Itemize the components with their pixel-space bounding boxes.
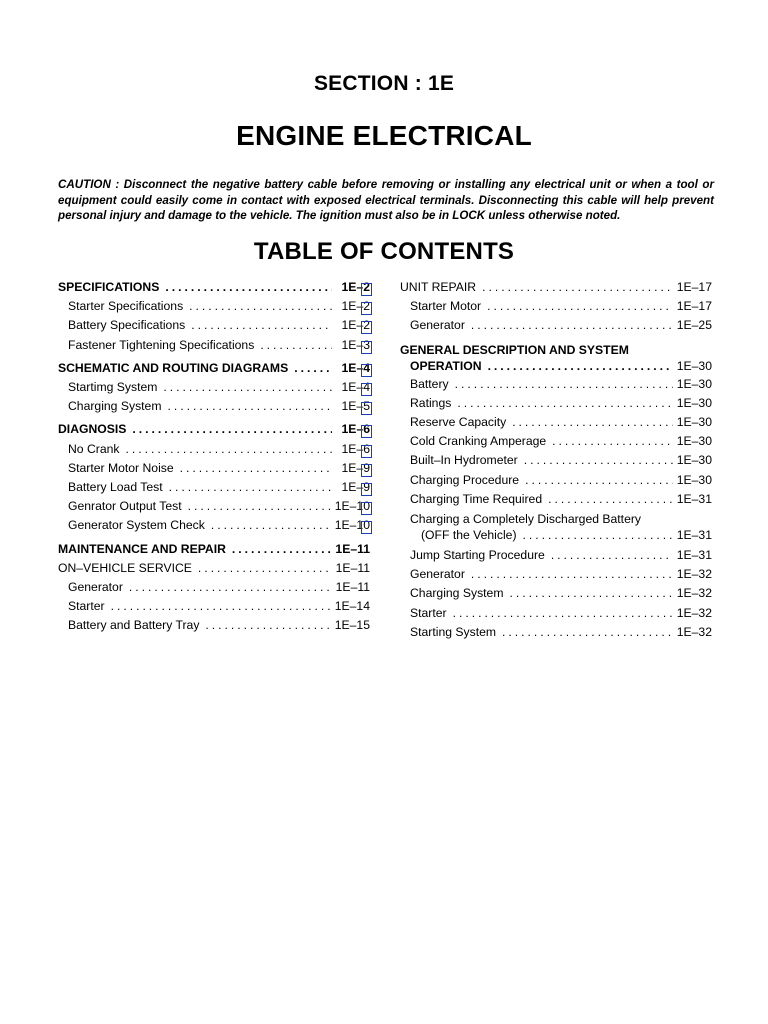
toc-entry-label: No Crank bbox=[68, 441, 120, 456]
toc-left-column bbox=[58, 278, 370, 636]
toc-entry-fastener-tightening[interactable] bbox=[58, 336, 370, 355]
toc-entry-charging-procedure[interactable] bbox=[400, 471, 712, 490]
dot-leader bbox=[482, 278, 673, 297]
dot-leader bbox=[205, 616, 330, 635]
toc-entry-label-line1: Charging a Completely Discharged Battery bbox=[410, 512, 641, 527]
dot-leader bbox=[509, 584, 672, 603]
toc-entry-generator-output-test[interactable] bbox=[58, 497, 370, 516]
toc-entry-starter-motor-noise[interactable] bbox=[58, 459, 370, 478]
dot-leader bbox=[189, 297, 332, 316]
page-link-box-icon[interactable] bbox=[361, 483, 372, 496]
toc-entry-no-crank[interactable] bbox=[58, 440, 370, 459]
toc-entry-page: 1E–15 bbox=[334, 618, 370, 633]
dot-leader bbox=[294, 359, 332, 378]
toc-entry-page: 1E–6 bbox=[341, 422, 370, 437]
toc-entry-page: 1E–11 bbox=[335, 580, 370, 595]
toc-entry-label: ON–VEHICLE SERVICE bbox=[58, 560, 192, 575]
toc-entry-operation bbox=[400, 358, 712, 375]
toc-entry-label: Jump Starting Procedure bbox=[410, 548, 545, 563]
toc-entry-page: 1E–30 bbox=[676, 472, 712, 487]
toc-entry-label: (OFF the Vehicle) bbox=[421, 528, 517, 543]
toc-entry-label: Battery Specifications bbox=[68, 318, 186, 333]
toc-entry-label: Battery and Battery Tray bbox=[68, 618, 200, 633]
dot-leader bbox=[129, 578, 332, 597]
dot-leader bbox=[524, 451, 673, 470]
toc-entry-charging-discharged-battery[interactable] bbox=[400, 511, 712, 543]
toc-entry-page: 1E–2 bbox=[341, 299, 370, 314]
toc-entry-jump-starting[interactable] bbox=[400, 546, 712, 565]
dot-leader bbox=[163, 378, 332, 397]
toc-entry-label: Genrator Output Test bbox=[68, 499, 182, 514]
toc-entry-label: MAINTENANCE AND REPAIR bbox=[58, 541, 226, 556]
toc-entry-maintenance-repair[interactable] bbox=[58, 540, 370, 559]
dot-leader bbox=[198, 559, 332, 578]
toc-entry-label: Charging System bbox=[68, 399, 162, 414]
toc-entry-label: Starting System bbox=[410, 624, 497, 639]
toc-entry-page: 1E–32 bbox=[676, 567, 712, 582]
dot-leader bbox=[502, 623, 673, 642]
page-link-box-icon[interactable] bbox=[361, 383, 372, 396]
page-link-box-icon[interactable] bbox=[361, 402, 372, 415]
toc-entry-generator-service[interactable] bbox=[58, 578, 370, 597]
toc-entry-page: 1E–6 bbox=[341, 441, 370, 456]
toc-entry-page: 1E–30 bbox=[676, 376, 712, 391]
toc-entry-generator-description[interactable] bbox=[400, 565, 712, 584]
toc-entry-starting-system-diagram[interactable] bbox=[58, 378, 370, 397]
toc-entry-page: 1E–31 bbox=[676, 491, 712, 506]
toc-entry-page: 1E–11 bbox=[335, 541, 370, 556]
toc-entry-general-description[interactable] bbox=[400, 342, 712, 375]
dot-leader bbox=[488, 358, 673, 375]
toc-entry-page: 1E–30 bbox=[676, 358, 712, 373]
toc-entry-label: Battery bbox=[410, 376, 449, 391]
toc-entry-label: Starter bbox=[410, 605, 447, 620]
dot-leader bbox=[169, 478, 332, 497]
toc-entry-generator-system-check[interactable] bbox=[58, 516, 370, 535]
dot-leader bbox=[551, 546, 673, 565]
toc-entry-starter[interactable] bbox=[400, 604, 712, 623]
toc-entry-label: Generator bbox=[68, 580, 123, 595]
toc-entry-label: DIAGNOSIS bbox=[58, 422, 127, 437]
toc-entry-starter-specifications[interactable] bbox=[58, 297, 370, 316]
toc-entry-on-vehicle-service[interactable] bbox=[58, 559, 370, 578]
dot-leader bbox=[211, 516, 331, 535]
toc-entry-page: 1E–31 bbox=[676, 548, 712, 563]
toc-entry-charging-time-required[interactable] bbox=[400, 490, 712, 509]
toc-entry-page: 1E–30 bbox=[676, 415, 712, 430]
page-link-box-icon[interactable] bbox=[361, 283, 372, 296]
dot-leader bbox=[165, 278, 332, 297]
toc-entry-charging-system[interactable] bbox=[400, 584, 712, 603]
page-link-box-icon[interactable] bbox=[361, 502, 372, 515]
toc-entry-label: Fastener Tightening Specifications bbox=[68, 337, 255, 352]
toc-entry-generator-unit[interactable] bbox=[400, 316, 712, 335]
toc-entry-page: 1E–9 bbox=[341, 480, 370, 495]
toc-entry-label: Cold Cranking Amperage bbox=[410, 434, 547, 449]
toc-entry-label: Reserve Capacity bbox=[410, 415, 507, 430]
dot-leader bbox=[548, 490, 673, 509]
dot-leader bbox=[512, 413, 673, 432]
toc-entry-label: SCHEMATIC AND ROUTING DIAGRAMS bbox=[58, 360, 289, 375]
page-link-box-icon[interactable] bbox=[361, 321, 372, 334]
toc-entry-battery-tray[interactable] bbox=[58, 616, 370, 635]
toc-entry-page: 1E–17 bbox=[676, 280, 712, 294]
toc-entry-schematic-routing[interactable] bbox=[58, 359, 370, 378]
page-link-box-icon[interactable] bbox=[361, 445, 372, 458]
dot-leader bbox=[260, 336, 332, 355]
toc-entry-page: 1E–25 bbox=[676, 318, 712, 333]
toc-entry-diagnosis[interactable] bbox=[58, 420, 370, 439]
toc-entry-page: 1E–32 bbox=[676, 586, 712, 601]
dot-leader bbox=[523, 527, 673, 543]
dot-leader bbox=[191, 316, 332, 335]
toc-entry-label: Starter Motor Noise bbox=[68, 460, 174, 475]
toc-entry-charging-system-diagram[interactable] bbox=[58, 397, 370, 416]
dot-leader bbox=[132, 420, 332, 439]
toc-entry-battery[interactable] bbox=[400, 375, 712, 394]
chapter-title: ENGINE ELECTRICAL bbox=[236, 120, 532, 151]
toc-entry-label-line1: GENERAL DESCRIPTION AND SYSTEM bbox=[400, 342, 629, 357]
toc-entry-label: Starter Specifications bbox=[68, 299, 184, 314]
toc-entry-page: 1E–4 bbox=[341, 380, 370, 395]
toc-entry-cold-cranking-amperage[interactable] bbox=[400, 432, 712, 451]
section-heading: SECTION : 1E bbox=[313, 72, 455, 95]
toc-entry-label: Generator System Check bbox=[68, 518, 205, 533]
toc-entry-label: Startimg System bbox=[68, 380, 158, 395]
toc-entry-label: Starter bbox=[68, 599, 105, 614]
toc-entry-battery-specifications[interactable] bbox=[58, 316, 370, 335]
toc-entry-label: SPECIFICATIONS bbox=[58, 280, 160, 294]
dot-leader bbox=[125, 440, 332, 459]
dot-leader bbox=[180, 459, 332, 478]
toc-entry-page: 1E–4 bbox=[341, 360, 370, 375]
dot-leader bbox=[455, 375, 673, 394]
toc-entry-starting-system[interactable] bbox=[400, 623, 712, 642]
dot-leader bbox=[232, 540, 332, 559]
toc-entry-page: 1E–17 bbox=[676, 299, 712, 314]
toc-entry-label: OPERATION bbox=[410, 358, 482, 373]
toc-entry-starter-service[interactable] bbox=[58, 597, 370, 616]
toc-entry-specifications[interactable] bbox=[58, 278, 370, 297]
toc-entry-page: 1E–10 bbox=[334, 518, 370, 533]
page-link-box-icon[interactable] bbox=[361, 464, 372, 477]
dot-leader bbox=[188, 497, 331, 516]
page-link-box-icon[interactable] bbox=[361, 521, 372, 534]
dot-leader bbox=[111, 597, 331, 616]
page-link-box-icon[interactable] bbox=[361, 364, 372, 377]
toc-right-column bbox=[400, 278, 712, 642]
toc-entry-page: 1E–30 bbox=[676, 395, 712, 410]
dot-leader bbox=[552, 432, 673, 451]
dot-leader bbox=[453, 604, 673, 623]
toc-entry-page: 1E–31 bbox=[676, 528, 712, 543]
toc-entry-label: UNIT REPAIR bbox=[400, 280, 477, 294]
toc-entry-label: Built–In Hydrometer bbox=[410, 453, 518, 468]
dot-leader bbox=[471, 316, 673, 335]
toc-entry-page: 1E–30 bbox=[676, 453, 712, 468]
dot-leader bbox=[167, 397, 332, 416]
toc-entry-built-in-hydrometer[interactable] bbox=[400, 451, 712, 470]
toc-entry-label: Generator bbox=[410, 318, 465, 333]
toc-entry-page: 1E–9 bbox=[341, 460, 370, 475]
toc-entry-page: 1E–10 bbox=[334, 499, 370, 514]
toc-entry-label: Ratings bbox=[410, 395, 452, 410]
caution-note: CAUTION : Disconnect the negative battery cable before removing or installing any electrical unit or when a tool or equipment could easily come in contact with exposed electrical terminals. Disconnecting this cable will help prevent personal injury and damage to the vehicle. The ignition must also be in LOCK unless otherwise noted. bbox=[58, 178, 714, 222]
toc-entry-starter-motor[interactable] bbox=[400, 297, 712, 316]
toc-entry-label: Starter Motor bbox=[410, 299, 482, 314]
page-link-box-icon[interactable] bbox=[361, 302, 372, 315]
toc-entry-ratings[interactable] bbox=[400, 394, 712, 413]
toc-entry-label: Battery Load Test bbox=[68, 480, 163, 495]
toc-entry-page: 1E–32 bbox=[676, 605, 712, 620]
toc-entry-page: 1E–30 bbox=[676, 434, 712, 449]
toc-entry-label: Charging Procedure bbox=[410, 472, 520, 487]
toc-entry-page: 1E–3 bbox=[341, 337, 370, 352]
toc-entry-label: Charging Time Required bbox=[410, 491, 543, 506]
toc-entry-unit-repair[interactable] bbox=[400, 278, 712, 297]
dot-leader bbox=[457, 394, 672, 413]
toc-entry-page: 1E–2 bbox=[341, 318, 370, 333]
toc-entry-label: Generator bbox=[410, 567, 465, 582]
toc-entry-page: 1E–32 bbox=[676, 624, 712, 639]
page-link-box-icon[interactable] bbox=[361, 341, 372, 354]
dot-leader bbox=[525, 471, 673, 490]
toc-entry-page: 1E–5 bbox=[341, 399, 370, 414]
toc-entry-page: 1E–14 bbox=[334, 599, 370, 614]
toc-heading: TABLE OF CONTENTS bbox=[253, 238, 515, 265]
toc-entry-label: Charging System bbox=[410, 586, 504, 601]
page-link-box-icon[interactable] bbox=[361, 425, 372, 438]
dot-leader bbox=[487, 297, 673, 316]
toc-entry-battery-load-test[interactable] bbox=[58, 478, 370, 497]
toc-entry-page: 1E–11 bbox=[335, 560, 370, 575]
toc-entry-page: 1E–2 bbox=[341, 280, 370, 294]
toc-entry-off-vehicle bbox=[400, 527, 712, 543]
toc-entry-reserve-capacity[interactable] bbox=[400, 413, 712, 432]
dot-leader bbox=[471, 565, 673, 584]
